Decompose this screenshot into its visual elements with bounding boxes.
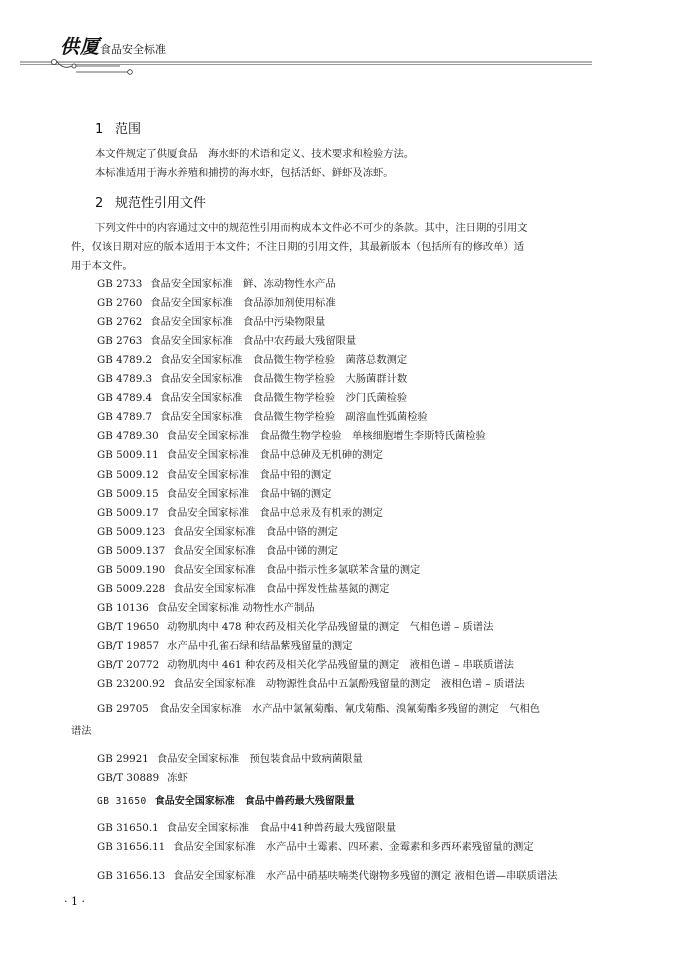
page-header — [0, 0, 681, 80]
reference-code: GB 29921 — [97, 753, 149, 765]
reference-item-bold — [97, 795, 355, 809]
reference-title: 食品安全国家标准 食品中兽药最大残留限量 — [154, 796, 355, 807]
reference-code: GB 5009.137 — [97, 544, 166, 557]
reference-title: 食品安全国家标准 水产品中土霉素、四环素、金霉素和多西环素残留量的测定 — [173, 841, 534, 853]
reference-title: 食品安全国家标准 食品中铬的测定 — [173, 525, 338, 538]
reference-item — [97, 487, 331, 501]
reference-item — [97, 821, 396, 835]
section-heading-scope — [95, 118, 141, 137]
reference-title: 食品安全国家标准 食品微生物学检验 大肠菌群计数 — [160, 373, 408, 386]
reference-item — [97, 429, 486, 443]
reference-item — [97, 525, 338, 539]
reference-code: GB 2763 — [97, 335, 143, 348]
reference-item — [97, 296, 336, 310]
reference-item — [97, 840, 534, 854]
reference-code: GB 23200.92 — [97, 678, 166, 691]
reference-title: 食品安全国家标准 鲜、冻动物性水产品 — [150, 278, 336, 290]
reference-code: GB 5009.17 — [97, 506, 159, 519]
reference-item — [97, 563, 420, 577]
reference-item-wrapped: GB 29705 食品安全国家标准 水产品中氯氰菊酯、氰戊菊酯、溴氰菊酯多残留的测定 气相色 — [97, 703, 541, 715]
reference-title: 食品安全国家标准 食品中总汞及有机汞的测定 — [166, 506, 383, 519]
reference-item — [97, 639, 353, 653]
normative-intro-line: 件，仅该日期对应的版本适用于本文件；不注日期的引用文件，其最新版本（包括所有的修改单）适 — [71, 241, 525, 253]
reference-code: GB 5009.190 — [97, 563, 166, 576]
reference-code: GB/T 20772 — [97, 659, 160, 671]
reference-item — [97, 468, 331, 482]
reference-code: GB 5009.228 — [97, 582, 166, 595]
reference-title: 冻虾 — [167, 772, 188, 784]
page-number: · 1 · — [64, 895, 85, 908]
reference-code: GB 4789.7 — [97, 411, 153, 424]
reference-title: 食品安全国家标准 食品中铅的测定 — [166, 468, 332, 481]
reference-code: GB 4789.2 — [97, 354, 153, 367]
reference-item — [97, 353, 407, 367]
reference-title: 食品安全国家标准 食品微生物学检验 沙门氏菌检验 — [160, 392, 408, 405]
reference-title: 食品安全国家标准 食品中镉的测定 — [166, 487, 332, 500]
reference-title: 食品安全国家标准 食品添加剂使用标准 — [150, 297, 336, 310]
reference-title: 食品安全国家标准 食品中锑的测定 — [173, 544, 338, 557]
reference-code: GB 31650 — [97, 796, 147, 807]
reference-title: 食品安全国家标准 食品微生物学检验 单核细胞增生李斯特氏菌检验 — [166, 430, 486, 443]
reference-title: 水产品中孔雀石绿和结晶紫残留量的测定 — [167, 639, 353, 652]
section-heading-normative — [95, 192, 206, 211]
reference-code: GB 4789.3 — [97, 373, 153, 386]
reference-item — [97, 372, 407, 386]
reference-title: 动物肌肉中 478 种农药及相关化学品残留量的测定 气相色谱 – 质谱法 — [167, 620, 494, 633]
reference-code: GB/T 19650 — [97, 620, 160, 633]
reference-item — [97, 620, 493, 634]
reference-code: GB 2733 — [97, 278, 143, 290]
reference-item-last — [97, 869, 557, 883]
reference-title: 食品安全国家标准 食品中挥发性盐基氮的测定 — [173, 582, 390, 595]
reference-item — [97, 277, 336, 291]
reference-item — [97, 752, 363, 766]
reference-code: GB 2760 — [97, 297, 143, 310]
reference-item — [97, 771, 188, 785]
reference-item — [97, 334, 356, 348]
reference-item — [97, 601, 315, 615]
reference-code: GB 31656.11 — [97, 841, 166, 853]
reference-item — [97, 448, 383, 462]
reference-code: GB 5009.15 — [97, 487, 159, 500]
section-title: 规范性引用文件 — [115, 196, 207, 211]
reference-title: 食品安全国家标准 食品中农药最大残留限量 — [150, 335, 357, 348]
reference-code: GB/T 30889 — [97, 772, 160, 784]
brand-script-title: 供厦 — [60, 36, 101, 58]
section-number: 1 — [95, 122, 104, 137]
reference-title: 食品安全国家标准 食品微生物学检验 菌落总数测定 — [160, 354, 408, 367]
brand-subtitle: 食品安全标准 — [100, 43, 166, 56]
reference-item — [97, 506, 383, 520]
section-title: 范围 — [115, 122, 142, 137]
reference-title: 动物肌肉中 461 种农药及相关化学品残留量的测定 液相色谱 – 串联质谱法 — [167, 659, 514, 671]
reference-code: GB 31650.1 — [97, 822, 159, 834]
reference-title: 食品安全国家标准 预包装食品中致病菌限量 — [156, 753, 363, 765]
normative-intro-line: 下列文件中的内容通过文中的规范性引用而构成本文件必不可少的条款。其中，注日期的引用文 — [95, 222, 528, 234]
reference-title: 食品安全国家标准 食品中污染物限量 — [150, 316, 326, 329]
reference-item-wrapped-cont: 谱法 — [71, 725, 92, 737]
reference-title: 食品安全国家标准 食品中指示性多氯联苯含量的测定 — [173, 563, 421, 576]
reference-item — [97, 658, 514, 672]
reference-code: GB 5009.123 — [97, 525, 166, 538]
reference-item — [97, 410, 428, 424]
reference-code: GB 2762 — [97, 316, 143, 329]
reference-title: 食品安全国家标准 食品中41种兽药最大残留限量 — [166, 822, 396, 834]
reference-code: GB 10136 — [97, 601, 149, 614]
reference-item — [97, 582, 389, 596]
reference-code: GB/T 19857 — [97, 639, 160, 652]
reference-title: 食品安全国家标准 动物源性食品中五氯酚残留量的测定 液相色谱 – 质谱法 — [173, 678, 525, 691]
reference-item — [97, 677, 525, 691]
reference-item — [97, 544, 338, 558]
normative-intro-line: 用于本文件。 — [71, 260, 133, 272]
scope-paragraph: 本文件规定了供厦食品 海水虾的术语和定义、技术要求和检验方法。 — [95, 148, 415, 160]
reference-code: GB 5009.12 — [97, 468, 159, 481]
reference-code: GB 5009.11 — [97, 449, 159, 462]
reference-item — [97, 315, 325, 329]
header-rule-ornament — [0, 0, 681, 80]
reference-item — [97, 391, 407, 405]
reference-title: 食品安全国家标准 食品中总砷及无机砷的测定 — [166, 449, 383, 462]
reference-code: GB 31656.13 — [97, 870, 166, 882]
reference-code: GB 4789.4 — [97, 392, 153, 405]
scope-paragraph: 本标准适用于海水养殖和捕捞的海水虾，包括活虾、鲜虾及冻虾。 — [95, 167, 394, 179]
reference-code: GB 4789.30 — [97, 430, 159, 443]
reference-title: 食品安全国家标准 水产品中硝基呋喃类代谢物多残留的测定 液相色谱—串联质谱法 — [173, 870, 558, 882]
reference-title: 食品安全国家标准 食品微生物学检验 副溶血性弧菌检验 — [160, 411, 428, 424]
section-number: 2 — [95, 196, 104, 211]
reference-title: 食品安全国家标准 动物性水产制品 — [156, 601, 315, 614]
